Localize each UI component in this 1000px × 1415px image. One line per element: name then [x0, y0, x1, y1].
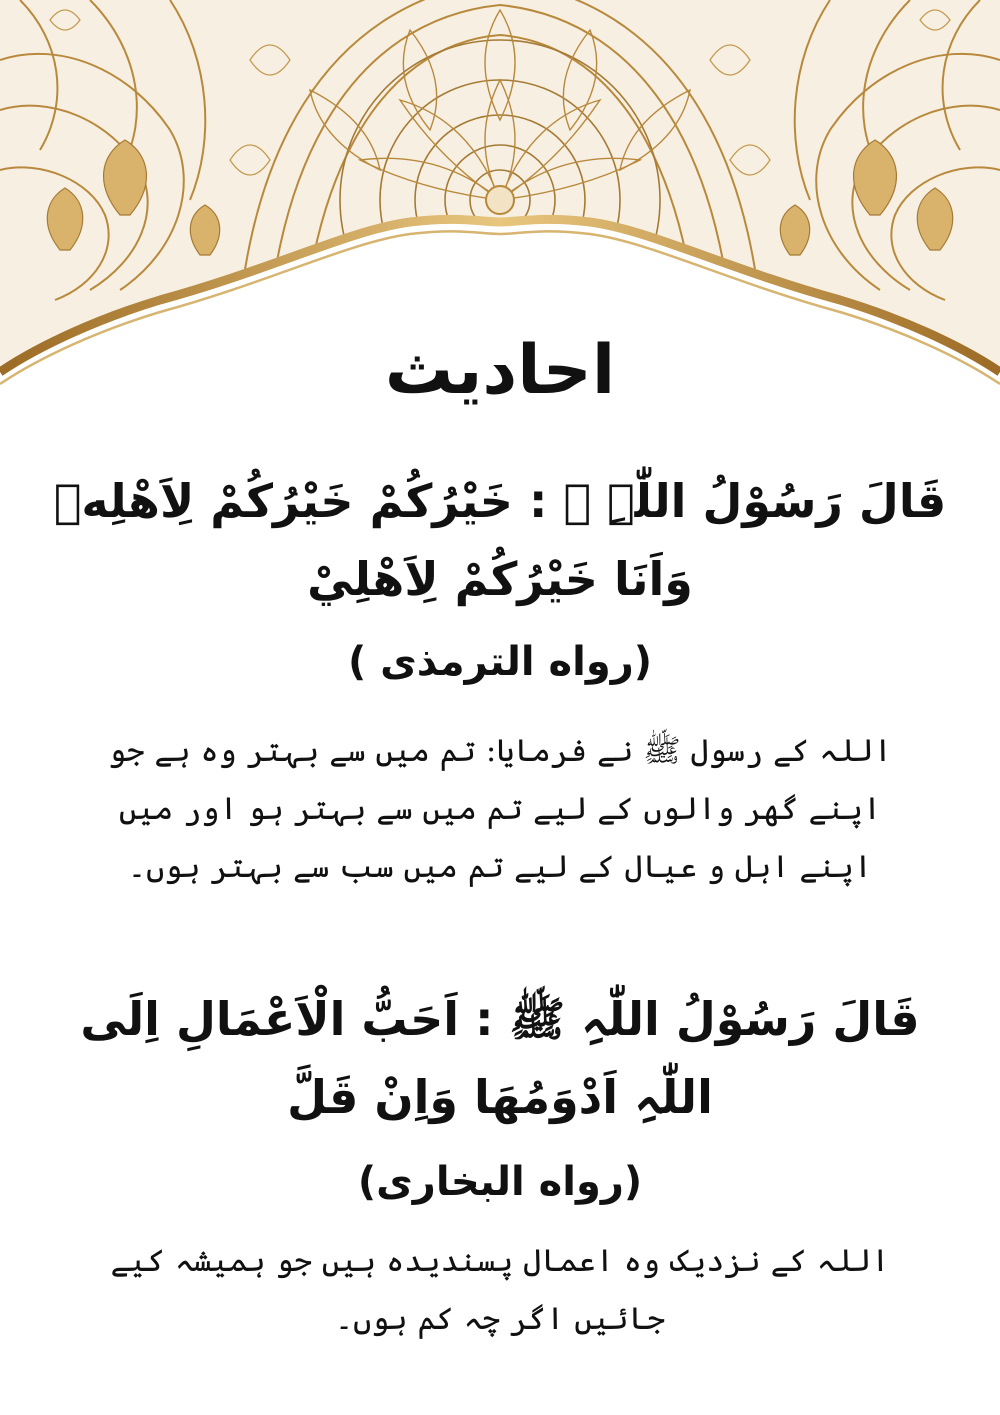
hadith-2-reference: (رواه البخاری): [357, 1159, 643, 1205]
hadith-1-reference: (رواه الترمذی ): [347, 639, 653, 685]
hadith-1-translation: اللہ کے رسول ﷺ نے فرمایا: تم میں سے بہتر وہ ہے جو اپنے گھر والوں کے لیے تم میں سے بہتر ہو اور میں اپنے اہل و عیال کے لیے تم میں سب سے بہتر ہوں۔: [108, 733, 892, 885]
hadith-2-translation: اللہ کے نزدیک وہ اعمال پسندیدہ ہیں جو ہمیشہ کیے جائیں اگر چہ کم ہوں۔: [110, 1243, 890, 1337]
page-title: احادیث: [384, 331, 616, 410]
hadith-2-arabic: قَالَ رَسُوْلُ اللّٰہِ ﷺ : اَحَبُّ الْاَعْمَالِ اِلَی اللّٰہِ اَدْوَمُهَا وَاِنْ قَلَّ: [80, 992, 920, 1124]
hadith-1-arabic: قَالَ رَسُوْلُ اللّٰہِ ﷺ : خَيْرُكُمْ خَيْرُكُمْ لِاَهْلِهٖ وَاَنَا خَيْرُكُمْ لِاَهْلِيْ: [53, 474, 947, 606]
